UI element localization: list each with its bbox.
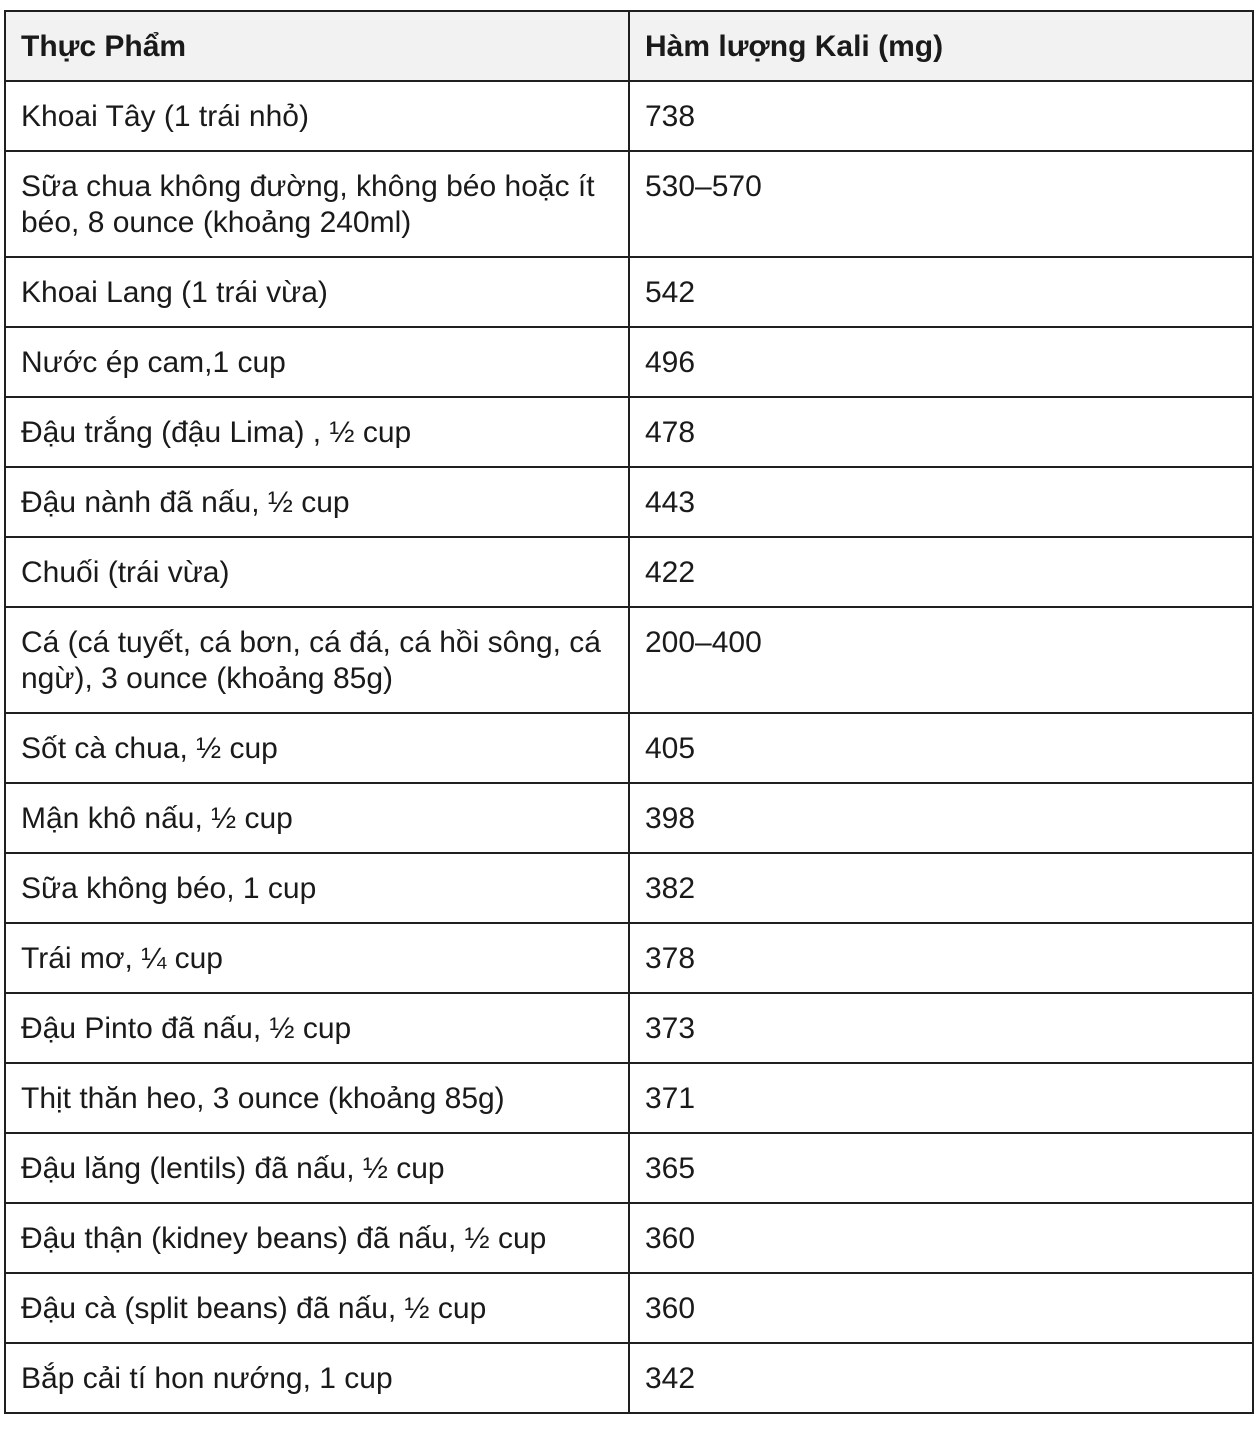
table-row bbox=[5, 853, 1253, 923]
food-cell: Khoai Tây (1 trái nhỏ) bbox=[5, 81, 629, 151]
table-row bbox=[5, 783, 1253, 853]
potassium-cell: 443 bbox=[629, 467, 1253, 537]
food-cell: Sữa chua không đường, không béo hoặc ít béo, 8 ounce (khoảng 240ml) bbox=[5, 151, 629, 257]
food-cell: Đậu Pinto đã nấu, ½ cup bbox=[5, 993, 629, 1063]
potassium-table bbox=[4, 10, 1254, 1414]
potassium-cell: 496 bbox=[629, 327, 1253, 397]
table-row bbox=[5, 1063, 1253, 1133]
food-cell: Đậu lăng (lentils) đã nấu, ½ cup bbox=[5, 1133, 629, 1203]
potassium-cell: 342 bbox=[629, 1343, 1253, 1413]
food-cell: Đậu nành đã nấu, ½ cup bbox=[5, 467, 629, 537]
potassium-cell: 478 bbox=[629, 397, 1253, 467]
table-body bbox=[5, 81, 1253, 1413]
potassium-cell: 738 bbox=[629, 81, 1253, 151]
table-row bbox=[5, 397, 1253, 467]
table-row bbox=[5, 151, 1253, 257]
food-cell: Đậu trắng (đậu Lima) , ½ cup bbox=[5, 397, 629, 467]
food-cell: Mận khô nấu, ½ cup bbox=[5, 783, 629, 853]
food-cell: Chuối (trái vừa) bbox=[5, 537, 629, 607]
potassium-table-container bbox=[4, 10, 1252, 1414]
potassium-cell: 373 bbox=[629, 993, 1253, 1063]
potassium-cell: 378 bbox=[629, 923, 1253, 993]
potassium-cell: 365 bbox=[629, 1133, 1253, 1203]
food-cell: Khoai Lang (1 trái vừa) bbox=[5, 257, 629, 327]
food-cell: Cá (cá tuyết, cá bơn, cá đá, cá hồi sông, cá ngừ), 3 ounce (khoảng 85g) bbox=[5, 607, 629, 713]
table-row bbox=[5, 713, 1253, 783]
food-cell: Đậu thận (kidney beans) đã nấu, ½ cup bbox=[5, 1203, 629, 1273]
food-cell: Thịt thăn heo, 3 ounce (khoảng 85g) bbox=[5, 1063, 629, 1133]
food-cell: Sữa không béo, 1 cup bbox=[5, 853, 629, 923]
potassium-cell: 360 bbox=[629, 1273, 1253, 1343]
potassium-cell: 530–570 bbox=[629, 151, 1253, 257]
header-food: Thực Phẩm bbox=[5, 11, 629, 81]
table-row bbox=[5, 993, 1253, 1063]
table-row bbox=[5, 257, 1253, 327]
potassium-cell: 542 bbox=[629, 257, 1253, 327]
food-cell: Bắp cải tí hon nướng, 1 cup bbox=[5, 1343, 629, 1413]
header-potassium: Hàm lượng Kali (mg) bbox=[629, 11, 1253, 81]
potassium-cell: 398 bbox=[629, 783, 1253, 853]
table-row bbox=[5, 1343, 1253, 1413]
potassium-cell: 200–400 bbox=[629, 607, 1253, 713]
potassium-cell: 422 bbox=[629, 537, 1253, 607]
food-cell: Trái mơ, ¼ cup bbox=[5, 923, 629, 993]
potassium-cell: 382 bbox=[629, 853, 1253, 923]
table-row bbox=[5, 1133, 1253, 1203]
table-row bbox=[5, 327, 1253, 397]
food-cell: Đậu cà (split beans) đã nấu, ½ cup bbox=[5, 1273, 629, 1343]
food-cell: Sốt cà chua, ½ cup bbox=[5, 713, 629, 783]
table-row bbox=[5, 607, 1253, 713]
table-row bbox=[5, 1203, 1253, 1273]
table-row bbox=[5, 923, 1253, 993]
table-row bbox=[5, 537, 1253, 607]
table-header-row bbox=[5, 11, 1253, 81]
potassium-cell: 371 bbox=[629, 1063, 1253, 1133]
potassium-cell: 405 bbox=[629, 713, 1253, 783]
table-row bbox=[5, 467, 1253, 537]
potassium-cell: 360 bbox=[629, 1203, 1253, 1273]
table-row bbox=[5, 1273, 1253, 1343]
food-cell: Nước ép cam,1 cup bbox=[5, 327, 629, 397]
table-row bbox=[5, 81, 1253, 151]
